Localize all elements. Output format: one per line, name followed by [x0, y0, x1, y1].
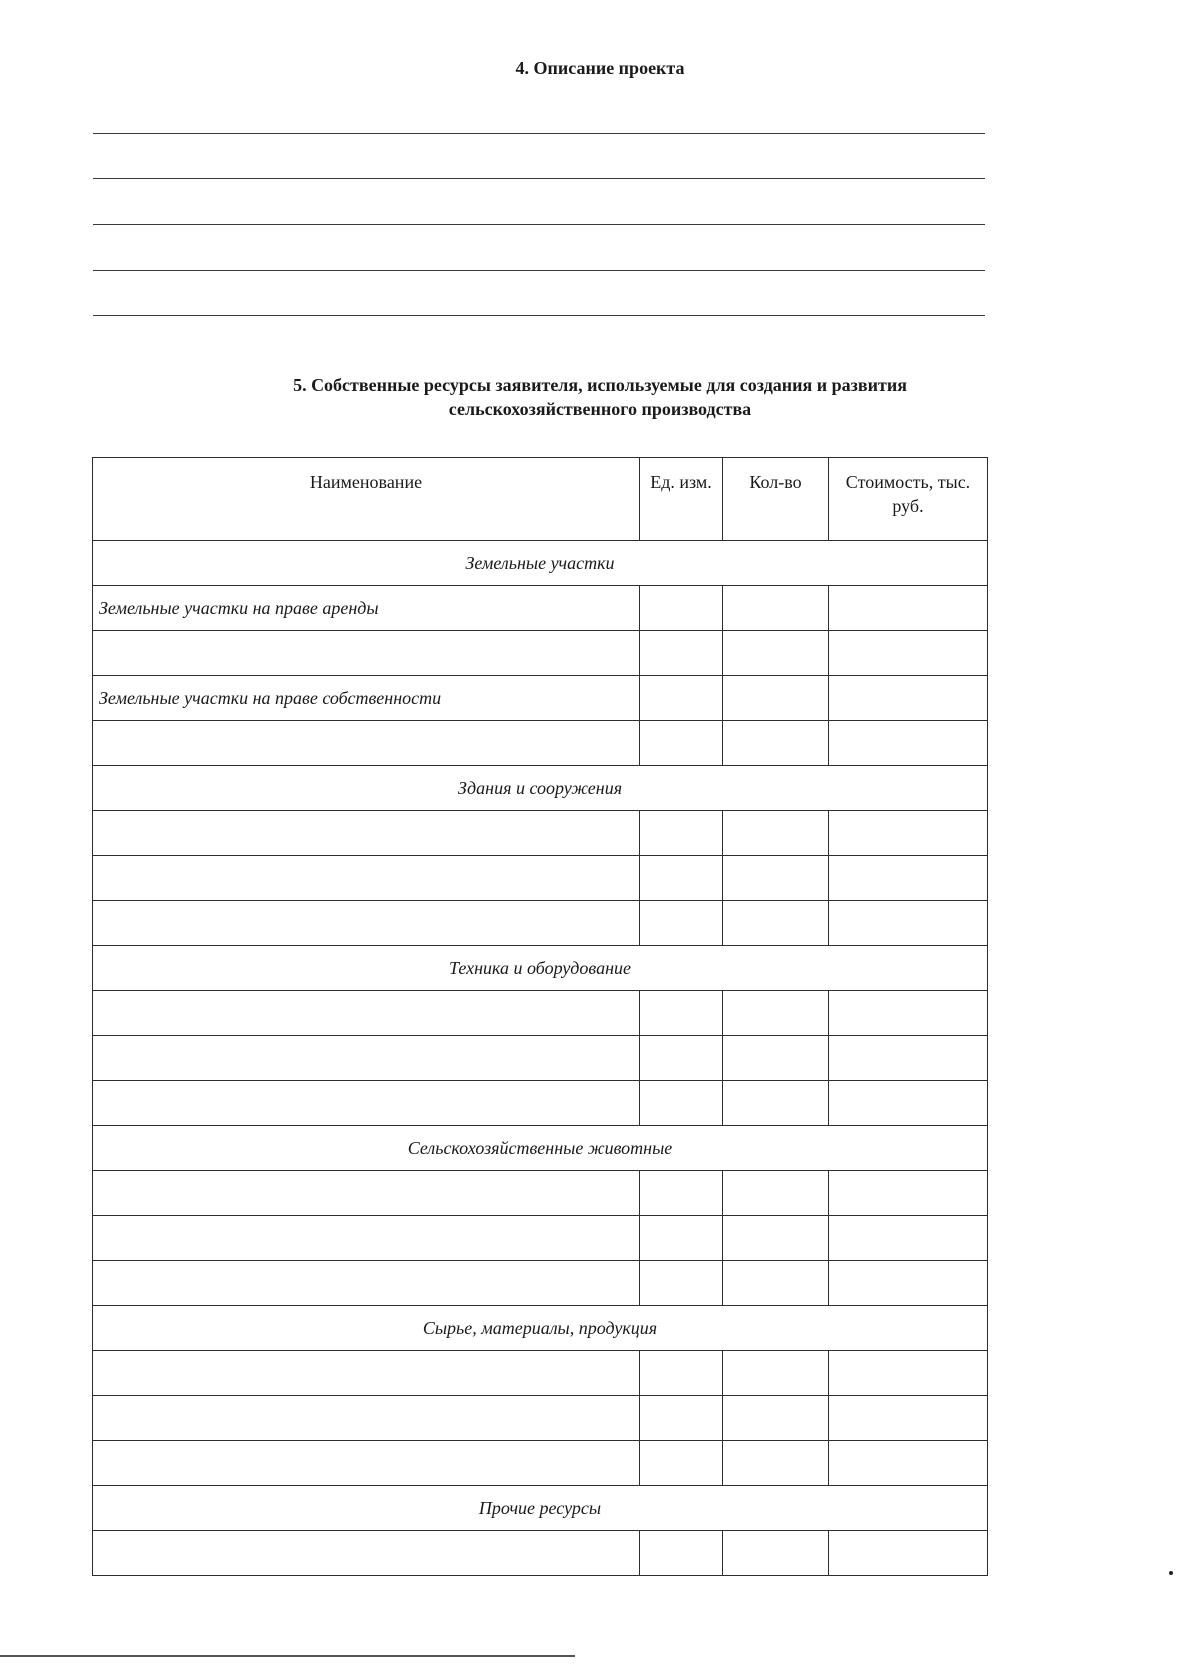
category-row-animals	[93, 1126, 988, 1171]
section-5-title	[0, 373, 1200, 421]
header-qty: Кол-во	[723, 458, 829, 541]
cell-unit[interactable]	[640, 1171, 723, 1216]
cell-cost[interactable]	[829, 1261, 988, 1306]
cell-name[interactable]	[93, 1351, 640, 1396]
subcategory-land-lease: Земельные участки на праве аренды	[93, 586, 640, 631]
cell-cost[interactable]	[829, 676, 988, 721]
cell-unit[interactable]	[640, 991, 723, 1036]
cell-unit[interactable]	[640, 1036, 723, 1081]
description-line[interactable]	[93, 270, 985, 271]
cell-cost[interactable]	[829, 856, 988, 901]
cell-qty[interactable]	[723, 1441, 829, 1486]
cell-cost[interactable]	[829, 1036, 988, 1081]
table-row	[93, 901, 988, 946]
cell-qty[interactable]	[723, 1171, 829, 1216]
cell-unit[interactable]	[640, 721, 723, 766]
cell-qty[interactable]	[723, 676, 829, 721]
table-header-row	[93, 458, 988, 541]
cell-name[interactable]	[93, 1441, 640, 1486]
cell-cost[interactable]	[829, 1171, 988, 1216]
cell-qty[interactable]	[723, 811, 829, 856]
category-row-land	[93, 541, 988, 586]
table-row	[93, 1441, 988, 1486]
header-unit: Ед. изм.	[640, 458, 723, 541]
cell-qty[interactable]	[723, 1351, 829, 1396]
cell-qty[interactable]	[723, 586, 829, 631]
cell-name[interactable]	[93, 901, 640, 946]
cell-name[interactable]	[93, 1261, 640, 1306]
header-cost: Стоимость, тыс. руб.	[829, 458, 988, 541]
category-land: Земельные участки	[93, 541, 988, 586]
cell-cost[interactable]	[829, 1441, 988, 1486]
description-line[interactable]	[93, 178, 985, 179]
header-name: Наименование	[93, 458, 640, 541]
description-line[interactable]	[93, 224, 985, 225]
table-row	[93, 1171, 988, 1216]
table-row	[93, 991, 988, 1036]
cell-cost[interactable]	[829, 631, 988, 676]
cell-name[interactable]	[93, 1396, 640, 1441]
cell-unit[interactable]	[640, 1351, 723, 1396]
cell-name[interactable]	[93, 856, 640, 901]
cell-cost[interactable]	[829, 1081, 988, 1126]
cell-qty[interactable]	[723, 1216, 829, 1261]
scan-edge-mark	[0, 1655, 575, 1657]
section-5-title-line-2: сельскохозяйственного производства	[448, 399, 752, 419]
cell-name[interactable]	[93, 1171, 640, 1216]
table-row	[93, 1396, 988, 1441]
cell-name[interactable]	[93, 1531, 640, 1576]
cell-name[interactable]	[93, 631, 640, 676]
cell-name[interactable]	[93, 1036, 640, 1081]
table-row	[93, 1036, 988, 1081]
category-row-buildings	[93, 766, 988, 811]
table-row	[93, 1261, 988, 1306]
cell-cost[interactable]	[829, 1216, 988, 1261]
table-row	[93, 586, 988, 631]
category-row-other	[93, 1486, 988, 1531]
cell-unit[interactable]	[640, 901, 723, 946]
cell-cost[interactable]	[829, 586, 988, 631]
cell-unit[interactable]	[640, 631, 723, 676]
table-row	[93, 1531, 988, 1576]
cell-unit[interactable]	[640, 1441, 723, 1486]
section-5-title-line-1: 5. Собственные ресурсы заявителя, используемые для создания и развития	[293, 375, 907, 395]
description-line[interactable]	[93, 315, 985, 316]
subcategory-land-own: Земельные участки на праве собственности	[93, 676, 640, 721]
cell-cost[interactable]	[829, 721, 988, 766]
table-row	[93, 856, 988, 901]
scan-dot-mark	[1169, 1571, 1173, 1575]
category-other: Прочие ресурсы	[93, 1486, 988, 1531]
cell-qty[interactable]	[723, 1261, 829, 1306]
cell-qty[interactable]	[723, 856, 829, 901]
cell-qty[interactable]	[723, 901, 829, 946]
table-row	[93, 1351, 988, 1396]
cell-unit[interactable]	[640, 1081, 723, 1126]
cell-cost[interactable]	[829, 1531, 988, 1576]
cell-unit[interactable]	[640, 856, 723, 901]
cell-name[interactable]	[93, 721, 640, 766]
table-row	[93, 1216, 988, 1261]
category-equipment: Техника и оборудование	[93, 946, 988, 991]
cell-cost[interactable]	[829, 1396, 988, 1441]
cell-name[interactable]	[93, 1216, 640, 1261]
table-row	[93, 721, 988, 766]
description-line[interactable]	[93, 133, 985, 134]
resources-table	[92, 457, 988, 1576]
cell-name[interactable]	[93, 811, 640, 856]
cell-qty[interactable]	[723, 1081, 829, 1126]
cell-name[interactable]	[93, 1081, 640, 1126]
table-row	[93, 676, 988, 721]
cell-unit[interactable]	[640, 676, 723, 721]
category-animals: Сельскохозяйственные животные	[93, 1126, 988, 1171]
cell-qty[interactable]	[723, 1036, 829, 1081]
cell-qty[interactable]	[723, 721, 829, 766]
category-buildings: Здания и сооружения	[93, 766, 988, 811]
category-row-equipment	[93, 946, 988, 991]
cell-unit[interactable]	[640, 1261, 723, 1306]
cell-name[interactable]	[93, 991, 640, 1036]
category-materials: Сырье, материалы, продукция	[93, 1306, 988, 1351]
cell-unit[interactable]	[640, 1396, 723, 1441]
table-row	[93, 1081, 988, 1126]
cell-unit[interactable]	[640, 1216, 723, 1261]
cell-cost[interactable]	[829, 811, 988, 856]
table-row	[93, 631, 988, 676]
cell-qty[interactable]	[723, 991, 829, 1036]
cell-unit[interactable]	[640, 586, 723, 631]
category-row-materials	[93, 1306, 988, 1351]
cell-cost[interactable]	[829, 901, 988, 946]
cell-unit[interactable]	[640, 1531, 723, 1576]
cell-unit[interactable]	[640, 811, 723, 856]
cell-qty[interactable]	[723, 1531, 829, 1576]
cell-cost[interactable]	[829, 1351, 988, 1396]
cell-qty[interactable]	[723, 631, 829, 676]
section-4-title: 4. Описание проекта	[515, 58, 685, 78]
cell-cost[interactable]	[829, 991, 988, 1036]
cell-qty[interactable]	[723, 1396, 829, 1441]
table-row	[93, 811, 988, 856]
